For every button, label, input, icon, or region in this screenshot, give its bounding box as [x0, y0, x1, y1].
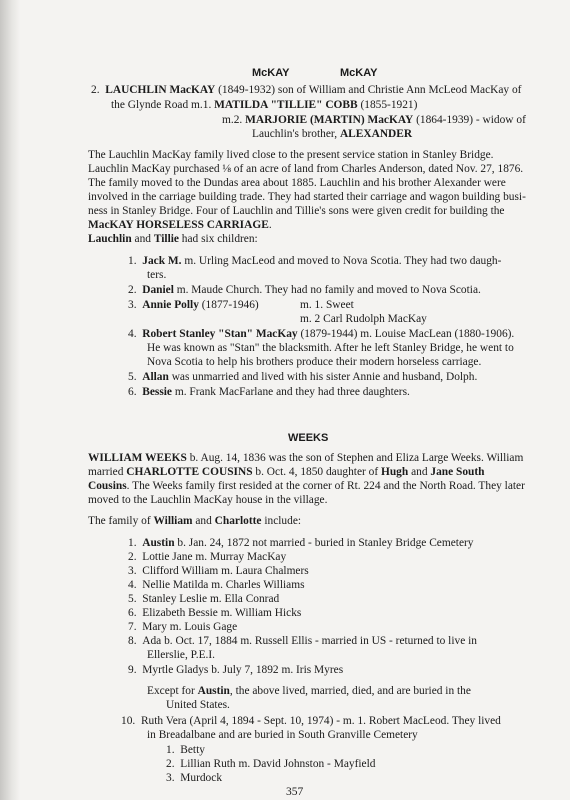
list-item: 4. Nellie Matilda m. Charles Williams	[128, 579, 305, 591]
weeks-line-2: married CHARLOTTE COUSINS b. Oct. 4, 1850 daughter of Hugh and Jane South	[88, 466, 485, 478]
children-intro: Lauchlin and Tillie had six children:	[88, 233, 258, 245]
paragraph-line: The family moved to the Dundas area about 1885. Lauchlin and his brother Alexander were	[88, 177, 506, 189]
list-item: 1. Austin b. Jan. 24, 1872 not married - buried in Stanley Bridge Cemetery	[128, 537, 474, 549]
list-item: 5. Stanley Leslie m. Ella Conrad	[128, 593, 280, 605]
page-number: 357	[286, 786, 304, 798]
paragraph-line: Lauchlin MacKay purchased ⅛ of an acre of land from Charles Anderson, dated Nov. 27, 1876.	[88, 163, 524, 175]
weeks-line-3: Cousins. The Weeks family first resided at the corner of Rt. 224 and the North Road. They later	[88, 480, 525, 492]
family-intro: The family of William and Charlotte include:	[88, 515, 302, 527]
mckay-entry-line-3: m.2. MARJORIE (MARTIN) MacKAY (1864-1939) - widow of	[222, 114, 526, 126]
header-left: McKAY	[252, 67, 290, 79]
list-item: 1. Jack M. m. Urling MacLeod and moved to Nova Scotia. They had two daugh-	[128, 255, 502, 267]
list-item: 4. Robert Stanley "Stan" MacKay (1879-1944) m. Louise MacLean (1880-1906).	[128, 328, 515, 340]
list-item: 2. Lottie Jane m. Murray MacKay	[128, 551, 287, 563]
list-item: 3. Annie Polly (1877-1946)	[128, 299, 259, 311]
list-item: 5. Allan was unmarried and lived with his sister Annie and husband, Dolph.	[128, 371, 478, 383]
list-item: 6. Bessie m. Frank MacFarlane and they had three daughters.	[128, 386, 410, 398]
marriage-1: m. 1. Sweet	[300, 299, 354, 311]
paragraph-line: The Lauchlin MacKay family lived close to the present service station in Stanley Bridge.	[88, 149, 494, 161]
paragraph-line-last: MacKAY HORSELESS CARRIAGE.	[88, 219, 272, 231]
grandchild-item: 1. Betty	[166, 744, 205, 756]
list-item: 3. Clifford William m. Laura Chalmers	[128, 565, 309, 577]
spouse-1-name: MATILDA "TILLIE" COBB	[214, 99, 358, 111]
list-item-cont: in Breadalbane and are buried in South Granville Cemetery	[147, 729, 418, 741]
paragraph-line: ness in Stanley Bridge. Four of Lauchlin and Tillie's sons were given credit for building the	[88, 205, 505, 217]
section-heading: WEEKS	[288, 432, 329, 444]
marriage-2: m. 2 Carl Rudolph MacKay	[300, 313, 427, 325]
paragraph-line: involved in the carriage building trade. They had started their carriage and wagon building busi-	[88, 191, 526, 203]
entry-name: LAUCHLIN MacKAY	[105, 84, 216, 96]
weeks-line-1: WILLIAM WEEKS b. Aug. 14, 1836 was the son of Stephen and Eliza Large Weeks. William	[88, 452, 524, 464]
list-item: 8. Ada b. Oct. 17, 1884 m. Russell Ellis - married in US - returned to live in	[128, 635, 477, 647]
exception-note: Except for Austin, the above lived, married, died, and are buried in the	[147, 685, 471, 697]
header-right: McKAY	[340, 67, 378, 79]
list-item: 9. Myrtle Gladys b. July 7, 1892 m. Iris Myres	[128, 664, 344, 676]
entry-number: 2.	[91, 84, 100, 96]
list-item-cont: He was known as "Stan" the blacksmith. After he left Stanley Bridge, he went to	[147, 342, 514, 354]
mckay-entry-line-1: 2. LAUCHLIN MacKAY (1849-1932) son of William and Christie Ann McLeod MacKay of	[91, 84, 522, 96]
list-item: 6. Elizabeth Bessie m. William Hicks	[128, 607, 302, 619]
list-item: 7. Mary m. Louis Gage	[128, 621, 238, 633]
list-item: 10. Ruth Vera (April 4, 1894 - Sept. 10, 1974) - m. 1. Robert MacLeod. They lived	[121, 715, 501, 727]
exception-note-cont: United States.	[166, 699, 230, 711]
list-item: 2. Daniel m. Maude Church. They had no family and moved to Nova Scotia.	[128, 284, 481, 296]
list-item-cont: Nova Scotia to help his brothers produce their modern horseless carriage.	[147, 356, 482, 368]
grandchild-item: 2. Lillian Ruth m. David Johnston - Mayfield	[166, 758, 376, 770]
list-item-cont: ters.	[147, 269, 167, 281]
mckay-entry-line-2: the Glynde Road m.1. MATILDA "TILLIE" COBB (1855-1921)	[111, 99, 418, 111]
page-edge-shadow	[0, 0, 20, 800]
spouse-2-name: MARJORIE (MARTIN) MacKAY	[245, 114, 414, 126]
mckay-entry-line-4: Lauchlin's brother, ALEXANDER	[252, 128, 413, 140]
weeks-line-4: moved to the Lauchlin MacKay house in the village.	[88, 494, 328, 506]
list-item-cont: Ellerslie, P.E.I.	[147, 649, 216, 661]
grandchild-item: 3. Murdock	[166, 772, 223, 784]
